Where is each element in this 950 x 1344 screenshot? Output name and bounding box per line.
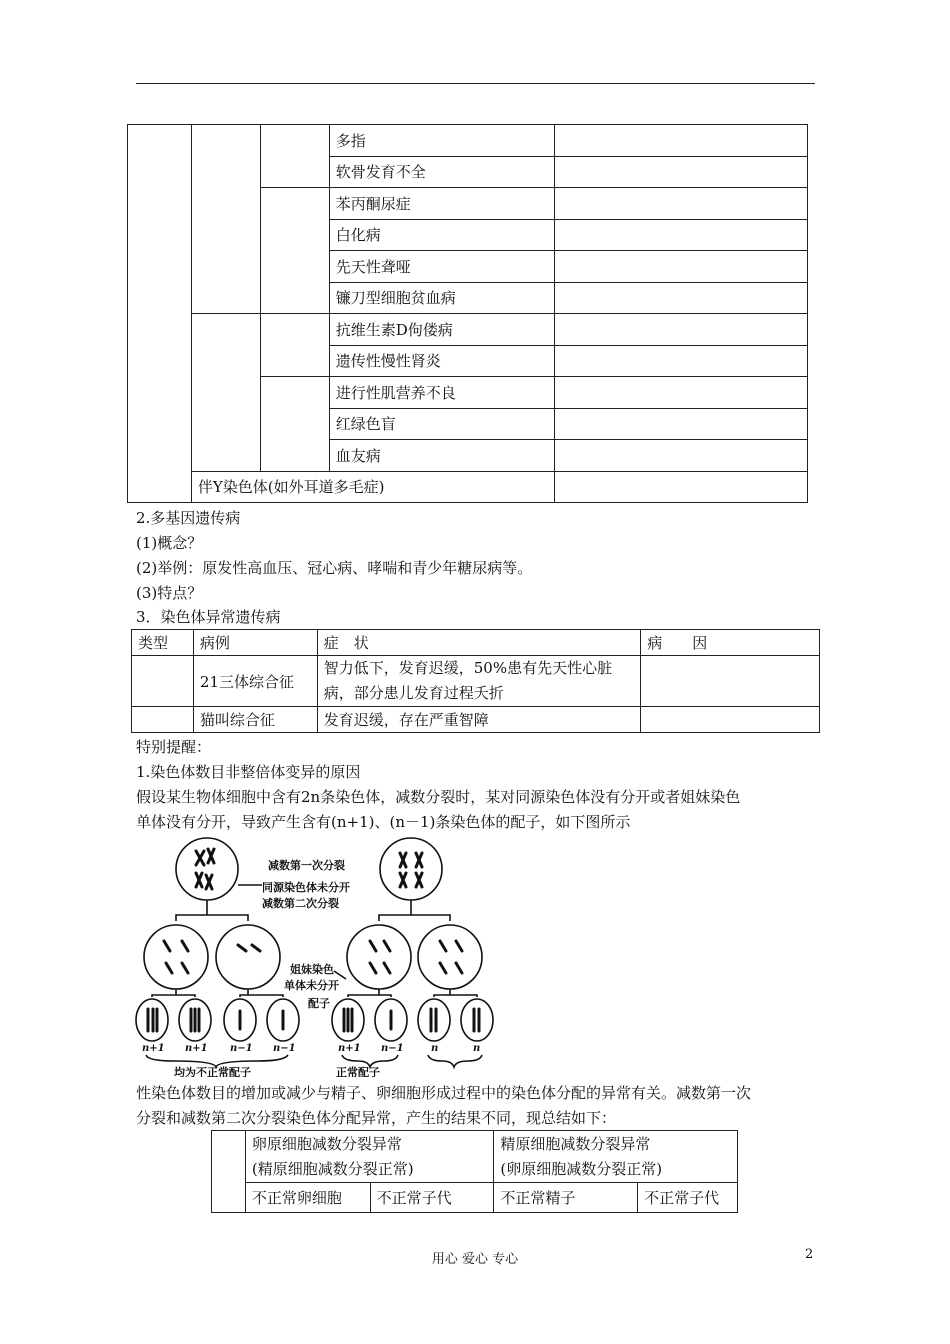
section2-features: (3)特点？	[136, 584, 203, 602]
notes-para2-line1: 性染色体数目的增加或减少与精子、卵细胞形成过程中的染色体分配的异常有关。减数第一次	[136, 1084, 752, 1102]
nondisjunction-figure	[134, 829, 494, 1077]
header-symptom: 症 状	[317, 630, 640, 656]
parent-cell-left	[176, 838, 238, 900]
label-gamete: 配子	[308, 997, 330, 1010]
chromosome-disease-table	[131, 629, 820, 733]
gamete-label: n	[473, 1043, 481, 1054]
page-number: 2	[805, 1247, 814, 1262]
disease-cell: 白化病	[329, 219, 555, 251]
disease-cell: 血友病	[329, 440, 555, 472]
header-rule	[136, 83, 815, 84]
caption-normal: 正常配子	[336, 1066, 380, 1077]
sub-header: 不正常子代	[638, 1183, 738, 1213]
single-gene-table	[127, 124, 808, 503]
label-homolog-line2: 减数第二次分裂	[262, 897, 339, 910]
notes-para2-line2: 分裂和减数第二次分裂染色体分配异常，产生的结果不同，现总结如下：	[136, 1109, 617, 1127]
label-homolog-line1: 同源染色体未分开	[262, 881, 350, 894]
header-type: 类型	[132, 630, 194, 656]
disease-cell: 软骨发育不全	[329, 156, 555, 188]
symptom-cell: 智力低下，发育迟缓，50%患有先天性心脏病，部分患儿发育过程夭折	[317, 656, 640, 707]
disease-cell: 21三体综合征	[193, 656, 317, 707]
section2-concept: (1)概念？	[136, 534, 203, 552]
disease-cell: 多指	[329, 125, 555, 157]
disease-cell: 镰刀型细胞贫血病	[329, 282, 555, 314]
symptom-cell: 发育迟缓，存在严重智障	[317, 707, 640, 733]
gamete-label: n−1	[230, 1043, 253, 1054]
sub-header: 不正常精子	[494, 1183, 638, 1213]
notes-item1-title: 1.染色体数目非整倍体变异的原因	[136, 763, 361, 781]
notes-para1-line1: 假设某生物体细胞中含有2n条染色体，减数分裂时，某对同源染色体没有分开或者姐妹染色	[136, 788, 741, 806]
sub-header: 不正常卵细胞	[245, 1183, 370, 1213]
egg-abnormal-header: 卵原细胞减数分裂异常 (精原细胞减数分裂正常)	[245, 1131, 494, 1183]
header-cause: 病 因	[641, 630, 820, 656]
gamete-label: n	[431, 1043, 439, 1054]
footer-text: 用心 爱心 专心	[431, 1252, 519, 1267]
disease-cell: 猫叫综合征	[193, 707, 317, 733]
gamete-label: n+1	[338, 1043, 361, 1054]
section3-heading: 3．染色体异常遗传病	[136, 608, 281, 626]
notes-para1-line2: 单体没有分开，导致产生含有(n+1)、(n－1)条染色体的配子，如下图所示	[136, 813, 631, 831]
caption-abnormal: 均为不正常配子	[174, 1066, 251, 1077]
disease-cell: 进行性肌营养不良	[329, 377, 555, 409]
gamete-label: n+1	[185, 1043, 208, 1054]
disease-cell: 抗维生素D佝偻病	[329, 314, 555, 346]
header-disease: 病例	[193, 630, 317, 656]
disease-cell: 遗传性慢性肾炎	[329, 345, 555, 377]
label-sister-line1: 姐妹染色	[290, 963, 334, 976]
sex-chromosome-table	[211, 1130, 738, 1213]
section2-examples: (2)举例：原发性高血压、冠心病、哮喘和青少年糖尿病等。	[136, 559, 533, 577]
sperm-abnormal-header: 精原细胞减数分裂异常 (卵原细胞减数分裂正常)	[494, 1131, 738, 1183]
gamete-label: n+1	[142, 1043, 165, 1054]
disease-cell: 先天性聋哑	[329, 251, 555, 283]
label-meiosis1: 减数第一次分裂	[268, 859, 345, 872]
label-sister-line2: 单体未分开	[284, 979, 339, 992]
gamete-label: n−1	[273, 1043, 296, 1054]
disease-cell: 红绿色盲	[329, 408, 555, 440]
notes-title: 特别提醒：	[136, 738, 212, 756]
gamete-label: n−1	[381, 1043, 404, 1054]
y-linked-cell: 伴Y染色体(如外耳道多毛症)	[191, 471, 554, 503]
parent-cell-right	[380, 838, 442, 900]
sub-header: 不正常子代	[370, 1183, 494, 1213]
disease-cell: 苯丙酮尿症	[329, 188, 555, 220]
section2-heading: 2.多基因遗传病	[136, 509, 241, 527]
